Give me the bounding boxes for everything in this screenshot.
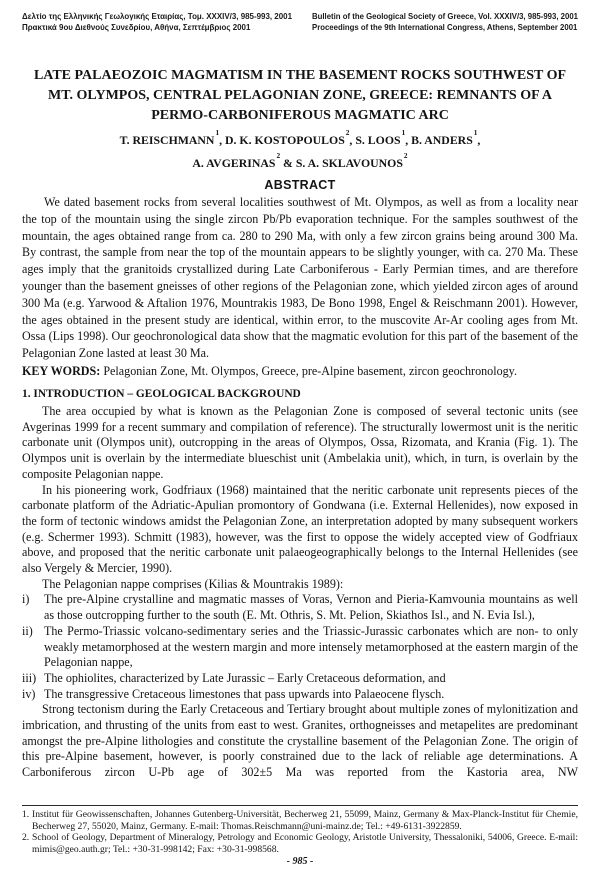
author-affiliation-mark: 2 (276, 151, 281, 161)
header-english-journal: Bulletin of the Geological Society of Greece, Vol. XXXIV/3, 985-993, 2001 (312, 11, 578, 21)
list-item (22, 592, 578, 623)
list-item (22, 671, 578, 687)
author-affiliation-mark: 1 (401, 127, 406, 137)
title-line: PERMO-CARBONIFEROUS MAGMATIC ARC (151, 108, 449, 123)
header-english-proceedings: Proceedings of the 9th International Congress, Athens, September 2001 (312, 22, 578, 32)
author-affiliation-mark: 2 (345, 127, 350, 137)
keywords-text: Pelagonian Zone, Mt. Olympos, Greece, pre-Alpine basement, zircon geochronology. (103, 364, 517, 378)
list-marker: i) (22, 592, 30, 607)
author-separator: , (349, 132, 356, 147)
paragraph: In his pioneering work, Godfriaux (1968) maintained that the neritic carbonate unit represents pieces of the carbonate platform of the Adriatic-Apulian promontory of Gondwana (i.e. External Hellenides), now exposed in the form of tectonic windows amidst the Pelagonian Zone, an interpretation adopted by many subsequent workers (e.g. Schermer 1993). Schmitt (1983), however, was the first to oppose the widely accepted view of Godfriaux above, and proposed that the neritic carbonate unit palaeogeographically belongs to the Internal Hellenides (see also Vergely & Mercier, 1990). (22, 482, 578, 576)
section-body (22, 404, 578, 781)
abstract-heading: ABSTRACT (264, 178, 336, 192)
list-marker: ii) (22, 623, 33, 638)
list-item (22, 687, 578, 703)
footnote-text: Institut für Geowissenschaften, Johannes Gutenberg-Universität, Becherweg 21, 55099, Mainz, Germany & Max-Planck-Institut für Chemie, Becherweg 27, 55020, Mainz, Germany. E-mail: Thomas.Reischmann@uni-mainz.de; Tel.: +49-6131-3922859. (32, 809, 578, 832)
author-name: D. K. KOSTOPOULOS (225, 132, 345, 147)
list-marker: iv) (22, 686, 36, 701)
list-item-text: The ophiolites, characterized by Late Jurassic – Early Cretaceous deformation, and (44, 670, 446, 685)
author-separator: , (477, 132, 481, 147)
footnote-rule (22, 805, 578, 806)
title-line: MT. OLYMPOS, CENTRAL PELAGONIAN ZONE, GREECE: REMNANTS OF A (48, 88, 552, 103)
abstract-text: We dated basement rocks from several localities southwest of Mt. Olympos, as well as from a locality near the top of the mountain using the single zircon Pb/Pb evaporation technique. For the samples southwest of the mountain, the ages obtained range from ca. 280 to 290 Ma, with only a few zircon grains being around 300 Ma. By contrast, the sample from near the top of the mountain appears to be slightly younger, with ca. 270 Ma. These ages imply that the granitoids crystallized during Late Carboniferous - Early Permian times, and are therefore younger than the basement gneisses of other regions of the Pelagonian zone, which yielded zircon ages of around 300 Ma (e.g. Yarwood & Aftalion 1976, Mountrakis 1983, De Bono 1998, Engel & Reischmann 2001). However, the ages obtained in the present study are identical, within error, to the muscovite Ar-Ar cooling ages from Mt. Ossa (Lips 1998). Our geochronological data show that the magmatic evolution for this part of the basement of the Pelagonian Zone lasted at least 30 Ma. (22, 195, 578, 361)
list-item-text: The Permo-Triassic volcano-sedimentary series and the Triassic-Jurassic carbonates which are non- to only weakly metamorphosed at the western margin and more intensely metamorphosed at the eastern margin of the Pelagonian nappe, (44, 623, 578, 670)
header-greek-journal: Δελτίο της Ελληνικής Γεωλογικής Εταιρίας, Τομ. XXXIV/3, 985-993, 2001 (22, 11, 292, 21)
running-header-english (312, 11, 578, 33)
footnote-number: 1. (22, 809, 30, 820)
list-item-text: The pre-Alpine crystalline and magmatic masses of Voras, Vernon and Pieria-Kamvounia mountains as well as those outcropping further to the south (E. Mt. Othris, S. Mt. Pelion, Skiathos Isl., and N. Evia Isl.), (44, 592, 578, 623)
footnote (22, 809, 578, 832)
author-affiliation-mark: 1 (473, 127, 478, 137)
paragraph: Strong tectonism during the Early Cretaceous and Tertiary brought about multiple zones of mylonitization and imbrication, and thrusting of the units from east to west. Granites, orthogneisses and metapelites are predominant amongst the pre-Alpine lithologies and constitute the crystalline basement of the Pelagonian Zone. The origin of this pre-Alpine basement, however, is poorly constrained due to the lack of reliable age determinations. A Carboniferous zircon U-Pb age of 302±5 Ma was reported from the Kastoria area, NW (22, 702, 578, 780)
author-separator: , (219, 132, 226, 147)
footnote (22, 832, 578, 855)
author-name: S. LOOS (355, 132, 401, 147)
keywords (22, 363, 578, 379)
footnote-text: School of Geology, Department of Mineralogy, Petrology and Economic Geology, Aristotle University, Thessaloniki, 54006, Greece. E-mail: mimis@geo.auth.gr; Tel.: +30-31-998142; Fax: +30-31-998568. (32, 832, 578, 855)
author-separator: , (405, 132, 412, 147)
list-marker: iii) (22, 670, 37, 685)
running-header-greek (22, 11, 292, 33)
page-number: - 985 - (286, 856, 314, 867)
author-name: T. REISCHMANN (119, 132, 215, 147)
list-intro: The Pelagonian nappe comprises (Kilias & Mountrakis 1989): (42, 576, 344, 591)
author-separator: & (280, 156, 296, 171)
author-name: A. AVGERINAS (192, 156, 276, 171)
author-name: B. ANDERS (411, 132, 473, 147)
section-heading: 1. INTRODUCTION – GEOLOGICAL BACKGROUND (22, 388, 301, 400)
footnote-number: 2. (22, 832, 30, 843)
paper-title (22, 66, 578, 126)
author-list (22, 127, 578, 174)
paragraph: The area occupied by what is known as the Pelagonian Zone is composed of several tectonic units (see Avgerinas 1999 for a recent summary and compilation of reference). The structurally lowermost unit is the neritic carbonate unit (Olympos unit), outcropping in the areas of Olympos, Ossa, Rizomata, and Krania (Fig. 1). The Olympos unit is overlain by the intermediate blueschist unit (Ambelakia unit), which, in turn, is overlain by the composite Pelagonian nappe. (22, 404, 578, 481)
footnotes (22, 809, 578, 855)
title-line: LATE PALAEOZOIC MAGMATISM IN THE BASEMENT ROCKS SOUTHWEST OF (33, 68, 567, 83)
header-greek-proceedings: Πρακτικά 9ου Διεθνούς Συνεδρίου, Αθήνα, Σεπτέμβριος 2001 (22, 22, 251, 32)
list-item-text: The transgressive Cretaceous limestones that pass upwards into Palaeocene flysch. (44, 686, 445, 701)
keywords-label: KEY WORDS: (22, 364, 101, 378)
list-item (22, 624, 578, 671)
author-affiliation-mark: 2 (403, 151, 408, 161)
author-affiliation-mark: 1 (215, 127, 220, 137)
author-name: S. A. SKLAVOUNOS (295, 156, 403, 171)
